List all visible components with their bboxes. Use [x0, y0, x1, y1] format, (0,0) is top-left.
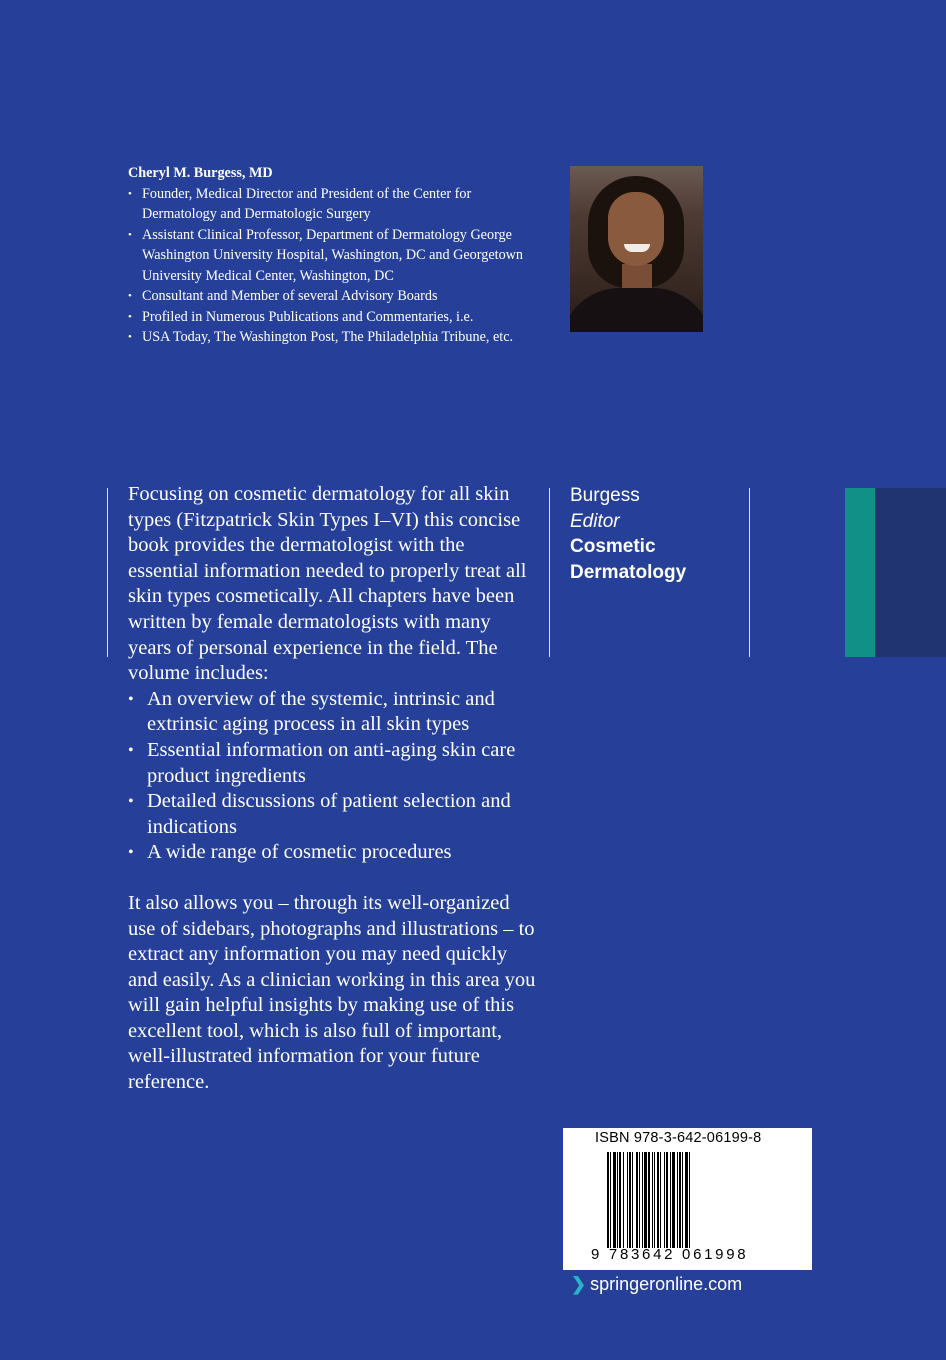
- barcode-bar: [642, 1152, 643, 1248]
- description-bullet: • An overview of the systemic, intrinsic and extrinsic aging process in all skin types: [128, 687, 538, 738]
- book-description: [128, 482, 538, 1096]
- barcode-bar: [679, 1152, 681, 1248]
- ean-digits: 9 783642 061998: [591, 1246, 749, 1263]
- isbn-number: ISBN 978-3-642-06199-8: [595, 1130, 762, 1146]
- left-divider-line: [107, 488, 108, 657]
- photo-smile: [624, 244, 650, 252]
- barcode-bar: [632, 1152, 633, 1248]
- chevron-right-icon: ❯: [571, 1274, 587, 1294]
- credential-item: • Assistant Clinical Professor, Department of Dermatology George Washington University Hospital, Washington, DC and Georgetown University Medical Center, Washington, DC: [128, 225, 548, 287]
- barcode-bar: [657, 1152, 659, 1248]
- publisher-website: [571, 1274, 742, 1295]
- credential-item: • USA Today, The Washington Post, The Philadelphia Tribune, etc.: [128, 327, 548, 348]
- barcode-bar: [672, 1152, 675, 1248]
- description-closing: It also allows you – through its well-organized use of sidebars, photographs and illustrations – to extract any information you may need quickly and easily. As a clinician working in this area you will gain helpful insights by making use of this excellent tool, which is also full of important, well-illustrated information for your future reference.: [128, 891, 536, 1094]
- barcode-bar: [664, 1152, 665, 1248]
- author-bio: [128, 163, 548, 348]
- description-bullets: [128, 687, 538, 866]
- credential-item: • Consultant and Member of several Advisory Boards: [128, 286, 548, 307]
- description-bullet: • Detailed discussions of patient selection and indications: [128, 789, 538, 840]
- photo-face: [608, 192, 664, 266]
- barcode-bar: [639, 1152, 640, 1248]
- publisher-url: springeronline.com: [590, 1274, 743, 1294]
- description-bullet: • A wide range of cosmetic procedures: [128, 840, 538, 866]
- barcode-bar: [677, 1152, 678, 1248]
- credential-item: • Founder, Medical Director and President of the Center for Dermatology and Dermatologic Surgery: [128, 184, 548, 225]
- author-photo: [570, 166, 703, 332]
- barcode-bar: [623, 1152, 624, 1248]
- barcode-bar: [666, 1152, 668, 1248]
- photo-shoulders: [570, 288, 703, 332]
- barcode-bar: [607, 1152, 609, 1248]
- spine-author: Burgess: [570, 485, 640, 506]
- barcode-bar: [660, 1152, 661, 1248]
- spine-title-line2: Dermatology: [570, 561, 687, 583]
- barcode-bar: [648, 1152, 650, 1248]
- credential-item: • Profiled in Numerous Publications and Commentaries, i.e.: [128, 307, 548, 328]
- barcode-bar: [613, 1152, 616, 1248]
- author-credentials: [128, 184, 548, 348]
- teal-band: [845, 488, 875, 657]
- book-spine-label: [570, 483, 686, 585]
- description-intro: Focusing on cosmetic dermatology for all skin types (Fitzpatrick Skin Types I–VI) this concise book provides the dermatologist with the essential information needed to properly treat all skin types cosmetically. All chapters have been written by female dermatologists with many years of personal experience in the field. The volume includes:: [128, 483, 527, 685]
- barcode-bar: [685, 1152, 688, 1248]
- spine-title-line1: Cosmetic: [570, 536, 656, 557]
- barcode-bar: [689, 1152, 690, 1248]
- spine-divider-left: [549, 488, 550, 657]
- barcode-bar: [617, 1152, 618, 1248]
- barcode-bar: [619, 1152, 621, 1248]
- description-bullet: • Essential information on anti-aging skin care product ingredients: [128, 738, 538, 789]
- barcode-bar: [644, 1152, 647, 1248]
- barcode-bar: [629, 1152, 631, 1248]
- spine-divider-right: [749, 488, 750, 657]
- barcode-bar: [654, 1152, 655, 1248]
- isbn-barcode: [563, 1128, 812, 1270]
- barcode-bar: [670, 1152, 671, 1248]
- author-name: Cheryl M. Burgess, MD: [128, 165, 273, 181]
- barcode-bar: [610, 1152, 611, 1248]
- barcode-bar: [682, 1152, 683, 1248]
- navy-band: [876, 488, 946, 657]
- barcode-bar: [652, 1152, 653, 1248]
- barcode-bars: [607, 1152, 757, 1248]
- spine-role: Editor: [570, 510, 620, 532]
- barcode-bar: [636, 1152, 638, 1248]
- barcode-bar: [627, 1152, 628, 1248]
